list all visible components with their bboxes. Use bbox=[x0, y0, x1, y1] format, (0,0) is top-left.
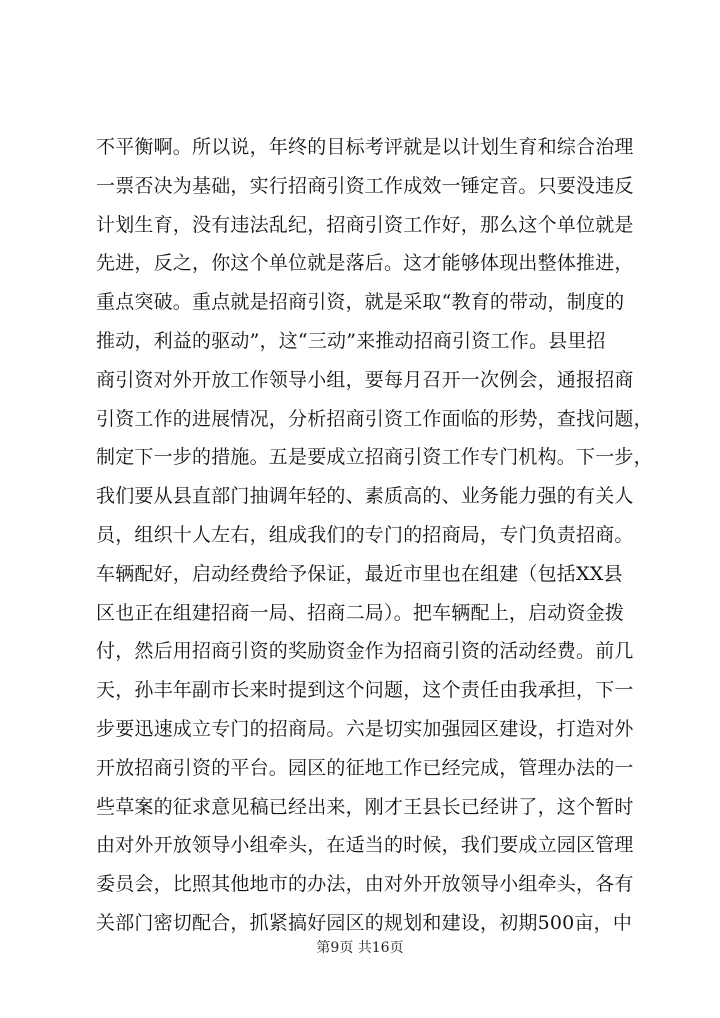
text-line: 车辆配好，启动经费给予保证，最近市里也在组建（包括XX县 bbox=[96, 562, 623, 585]
text-line: 计划生育，没有违法乱纪，招商引资工作好，那么这个单位就是 bbox=[96, 213, 634, 236]
text-line: 制定下一步的措施。五是要成立招商引资工作专门机构。下一步， bbox=[96, 446, 653, 469]
text-line: 天，孙丰年副市长来时提到这个问题，这个责任由我承担，下一 bbox=[96, 679, 634, 702]
text-line: 开放招商引资的平台。园区的征地工作已经完成，管理办法的一 bbox=[96, 756, 634, 779]
text-line: 商引资对外开放工作领导小组，要每月召开一次例会，通报招商 bbox=[96, 368, 634, 391]
text-line: 一票否决为基础，实行招商引资工作成效一锤定音。只要没违反 bbox=[96, 174, 634, 197]
page-number-label: 第9页 共16页 bbox=[316, 940, 404, 956]
text-line: 步要迅速成立专门的招商局。六是切实加强园区建设，打造对外 bbox=[96, 717, 634, 740]
text-line: 关部门密切配合，抓紧搞好园区的规划和建设，初期500亩，中 bbox=[96, 911, 633, 934]
page-footer bbox=[0, 938, 720, 958]
text-line: 员，组织十人左右，组成我们的专门的招商局，专门负责招商。 bbox=[96, 523, 634, 546]
text-line: 付，然后用招商引资的奖励资金作为招商引资的活动经费。前几 bbox=[96, 640, 634, 663]
text-line: 我们要从县直部门抽调年轻的、素质高的、业务能力强的有关人 bbox=[96, 485, 634, 508]
text-line: 区也正在组建招商一局、招商二局）。把车辆配上，启动资金拨 bbox=[96, 601, 625, 624]
text-line: 由对外开放领导小组牵头，在适当的时候，我们要成立园区管理 bbox=[96, 834, 634, 857]
text-line: 委员会，比照其他地市的办法，由对外开放领导小组牵头，各有 bbox=[96, 873, 634, 896]
text-line: 不平衡啊。所以说，年终的目标考评就是以计划生育和综合治理 bbox=[96, 136, 634, 158]
text-line: 先进，反之，你这个单位就是落后。这才能够体现出整体推进， bbox=[96, 252, 634, 275]
text-line: 重点突破。重点就是招商引资，就是采取“教育的带动，制度的 bbox=[96, 291, 625, 314]
text-line: 引资工作的进展情况，分析招商引资工作面临的形势，查找问题， bbox=[96, 407, 653, 430]
text-line: 些草案的征求意见稿已经出来，刚才王县长已经讲了，这个暂时 bbox=[96, 795, 634, 818]
body-text bbox=[96, 128, 656, 943]
text-line: 推动，利益的驱动”，这“三动”来推动招商引资工作。县里招 bbox=[96, 329, 606, 352]
